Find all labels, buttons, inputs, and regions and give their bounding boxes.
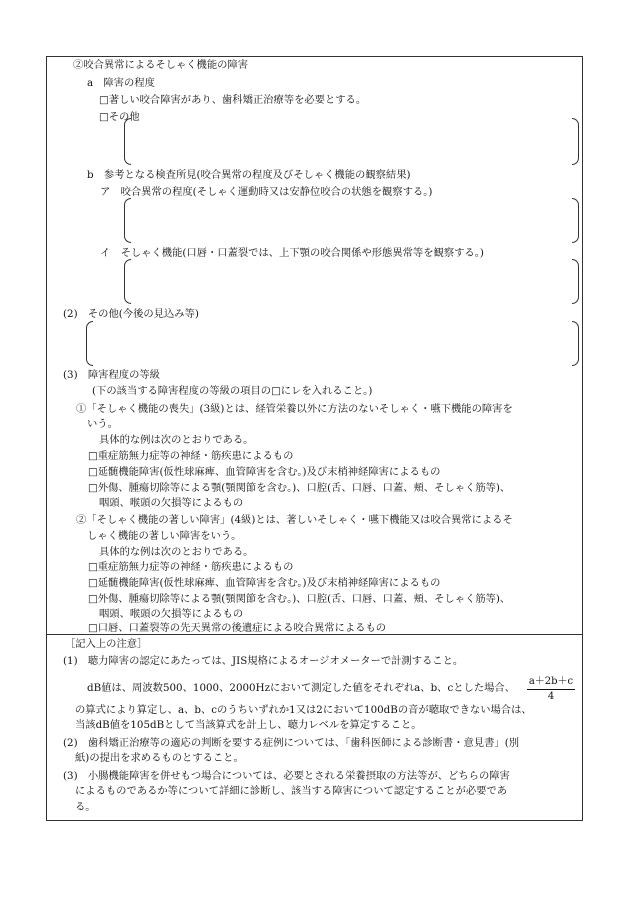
grade4-checkbox-medulla[interactable]: □延髄機能障害(仮性球麻痺、血管障害を含む。)及び末梢神経障害によるもの	[88, 577, 441, 589]
grade-instruction: (下の該当する障害程度の等級の項目の□にレを入れること。)	[92, 385, 373, 397]
grade3-checkbox-neuromuscular[interactable]: □重症筋無力症等の神経・筋疾患によるもの	[88, 450, 294, 462]
note-3-cont: によるものであるか等について詳細に診断し、該当する障害について認定することが必要であ	[75, 785, 508, 797]
fraction-denominator: 4	[547, 690, 555, 702]
note-3-cont2: る。	[75, 801, 96, 813]
degree-label: a 障害の程度	[87, 77, 155, 89]
note-1: (1) 聴力障害の認定にあたっては、JIS規格によるオージオメーターで計測すること。	[63, 655, 464, 667]
grade-label: (3) 障害程度の等級	[63, 369, 160, 381]
checkbox-option-severe-occlusion[interactable]: □著しい咬合障害があり、歯科矯正治療等を必要とする。	[99, 94, 367, 106]
fraction-numerator: a＋2b＋c	[527, 676, 575, 690]
grade3-definition: ①「そしゃく機能の喪失」(3級)とは、経管栄養以外に方法のないそしゃく・嚥下機能の障害を	[76, 403, 513, 415]
grade3-examples-label: 具体的な例は次のとおりである。	[99, 434, 254, 446]
other-detail-field[interactable]	[124, 118, 579, 165]
occlusal-degree-field[interactable]	[124, 198, 579, 243]
chewing-function-label: イ そしゃく機能(口唇・口蓋裂では、上下顎の咬合関係や形態異常等を観察する。)	[100, 247, 484, 259]
note-1-formula-intro: dB値は、周波数500、1000、2000Hzにおいて測定した値をそれぞれa、b、cとした場合、	[87, 682, 516, 694]
grade3-checkbox-trauma[interactable]: □外傷、腫瘍切除等による顎(顎関節を含む。)、口腔(舌、口唇、口蓋、頬、そしゃく筋等)、	[88, 482, 511, 494]
grade4-checkbox-trauma[interactable]: □外傷、腫瘍切除等による顎(顎関節を含む。)、口腔(舌、口唇、口蓋、頬、そしゃく筋等)、	[88, 593, 511, 605]
grade4-checkbox-trauma-cont: 咽頭、喉頭の欠損等によるもの	[99, 608, 244, 620]
notes-heading: ［記入上の注意］	[65, 638, 148, 650]
grade3-definition-cont: いう。	[87, 418, 118, 430]
note-2-cont: 紙)の提出を求めるものとすること。	[75, 752, 244, 764]
note-1-formula-rule-cont: 当該dB値を105dBとして当該算式を計上し、聴力レベルを算定すること。	[75, 719, 422, 731]
grade4-examples-label: 具体的な例は次のとおりである。	[99, 546, 254, 558]
prognosis-label: (2) その他(今後の見込み等)	[63, 308, 199, 320]
grade4-checkbox-congenital[interactable]: □口唇、口蓋裂等の先天異常の後遺症による咬合異常によるもの	[88, 622, 387, 634]
exam-findings-label: b 参考となる検査所見(咬合異常の程度及びそしゃく機能の観察結果)	[87, 169, 411, 181]
checkbox-option-other[interactable]: □その他	[99, 111, 140, 123]
occlusal-degree-label: ア 咬合異常の程度(そしゃく運動時又は安静位咬合の状態を観察する。)	[100, 186, 433, 198]
prognosis-field[interactable]	[86, 321, 579, 366]
grade4-checkbox-neuromuscular[interactable]: □重症筋無力症等の神経・筋疾患によるもの	[88, 561, 294, 573]
grade4-definition: ②「そしゃく機能の著しい障害」(4級)とは、著しいそしゃく・嚥下機能又は咬合異常によるそ	[76, 514, 513, 526]
hearing-formula-fraction	[527, 676, 575, 702]
grade3-checkbox-trauma-cont: 咽頭、喉頭の欠損等によるもの	[99, 497, 244, 509]
grade4-definition-cont: しゃく機能の著しい障害をいう。	[87, 530, 242, 542]
section-heading-occlusal-anomaly: ②咬合異常によるそしゃく機能の障害	[73, 59, 249, 71]
note-3: (3) 小腸機能障害を併せもつ場合については、必要とされる栄養摂取の方法等が、どちらの障害	[63, 770, 510, 782]
grade3-checkbox-medulla[interactable]: □延髄機能障害(仮性球麻痺、血管障害を含む。)及び末梢神経障害によるもの	[88, 466, 441, 478]
note-1-formula-rule: の算式により算定し、a、b、cのうちいずれか1又は2において100dBの音が聴取できない場合は、	[75, 704, 532, 716]
chewing-function-field[interactable]	[124, 259, 579, 304]
note-2: (2) 歯科矯正治療等の適応の判断を要する症例については、「歯科医師による診断書・意見書」(別	[63, 737, 520, 749]
